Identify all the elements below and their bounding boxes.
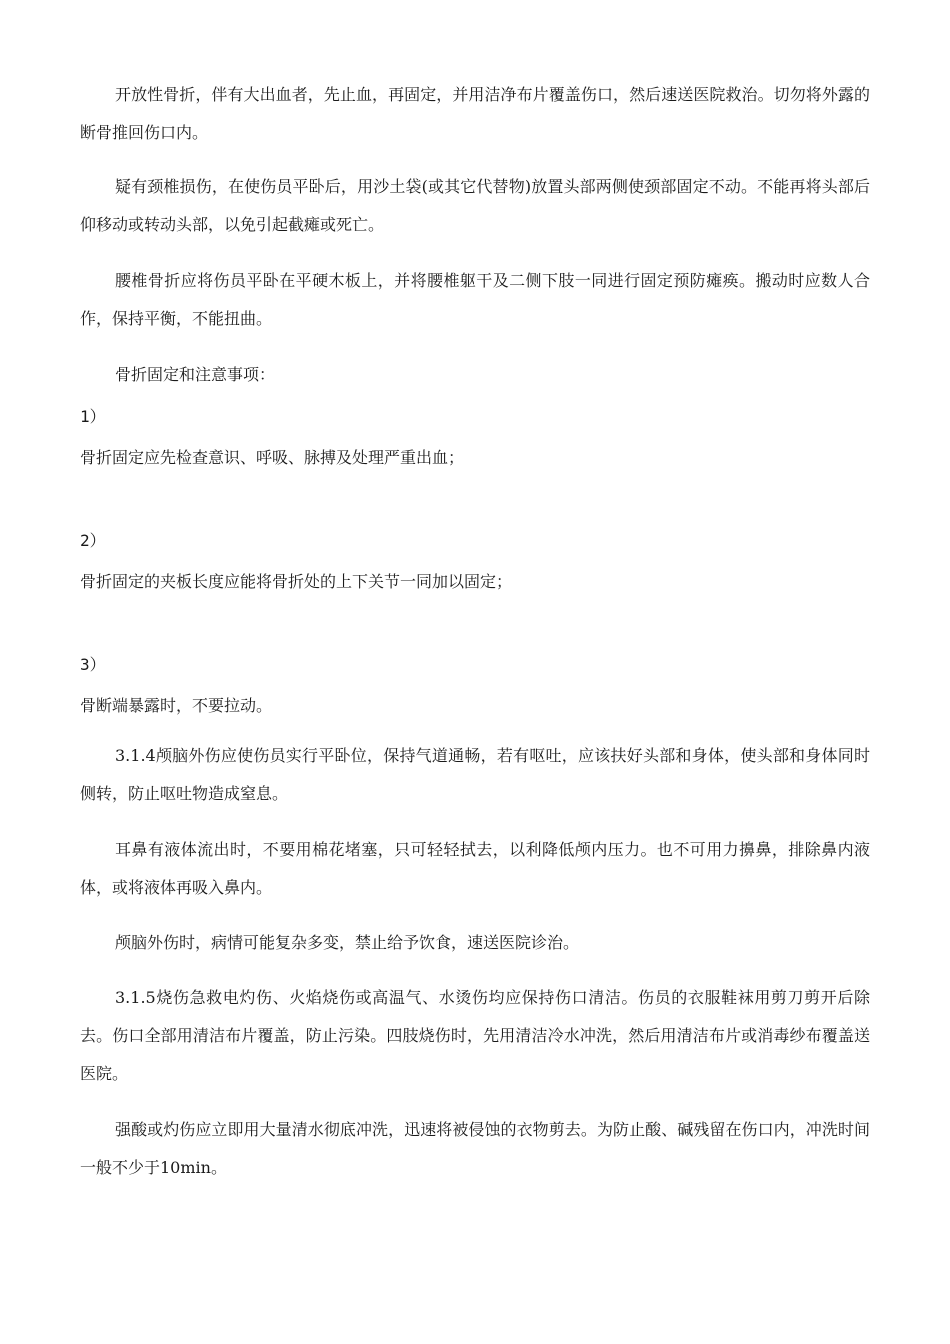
- paragraph-acid-burn: 强酸或灼伤应立即用大量清水彻底冲洗，迅速将被侵蚀的衣物剪去。为防止酸、碱残留在伤口内，冲洗时间一般不少于10min。: [80, 1120, 870, 1177]
- list-number-3: 3）: [80, 655, 106, 674]
- list-number-1: 1）: [80, 407, 106, 426]
- paragraph-ear-nose-fluid: 耳鼻有液体流出时，不要用棉花堵塞，只可轻轻拭去，以利降低颅内压力。也不可用力擤鼻，排除鼻内液体，或将液体再吸入鼻内。: [80, 840, 870, 897]
- list-item-2: 骨折固定的夹板长度应能将骨折处的上下关节一同加以固定；: [80, 572, 513, 591]
- paragraph-fixation-notes-heading: 骨折固定和注意事项：: [115, 365, 276, 384]
- paragraph-cervical-injury: 疑有颈椎损伤，在使伤员平卧后，用沙土袋(或其它代替物)放置头部两侧使颈部固定不动。不能再将头部后仰移动或转动头部，以免引起截瘫或死亡。: [80, 177, 870, 234]
- paragraph-open-fracture: 开放性骨折，伴有大出血者，先止血，再固定，并用洁净布片覆盖伤口，然后速送医院救治。切勿将外露的断骨推回伤口内。: [80, 85, 870, 142]
- paragraph-lumbar-fracture: 腰椎骨折应将伤员平卧在平硬木板上，并将腰椎躯干及二侧下肢一同进行固定预防瘫痪。搬动时应数人合作，保持平衡，不能扭曲。: [80, 271, 870, 328]
- list-number-2: 2）: [80, 531, 106, 550]
- paragraph-head-injury: 3.1.4颅脑外伤应使伤员实行平卧位，保持气道通畅，若有呕吐，应该扶好头部和身体，使头部和身体同时侧转，防止呕吐物造成窒息。: [80, 746, 870, 803]
- list-item-1: 骨折固定应先检查意识、呼吸、脉搏及处理严重出血；: [80, 448, 465, 467]
- paragraph-head-injury-diet: 颅脑外伤时，病情可能复杂多变，禁止给予饮食，速送医院诊治。: [115, 933, 580, 952]
- list-item-3: 骨断端暴露时，不要拉动。: [80, 696, 273, 715]
- paragraph-burn-first-aid: 3.1.5烧伤急救电灼伤、火焰烧伤或高温气、水烫伤均应保持伤口清洁。伤员的衣服鞋袜用剪刀剪开后除去。伤口全部用清洁布片覆盖，防止污染。四肢烧伤时，先用清洁冷水冲洗，然后用清洁布片或消毒纱布覆盖送医院。: [80, 988, 870, 1083]
